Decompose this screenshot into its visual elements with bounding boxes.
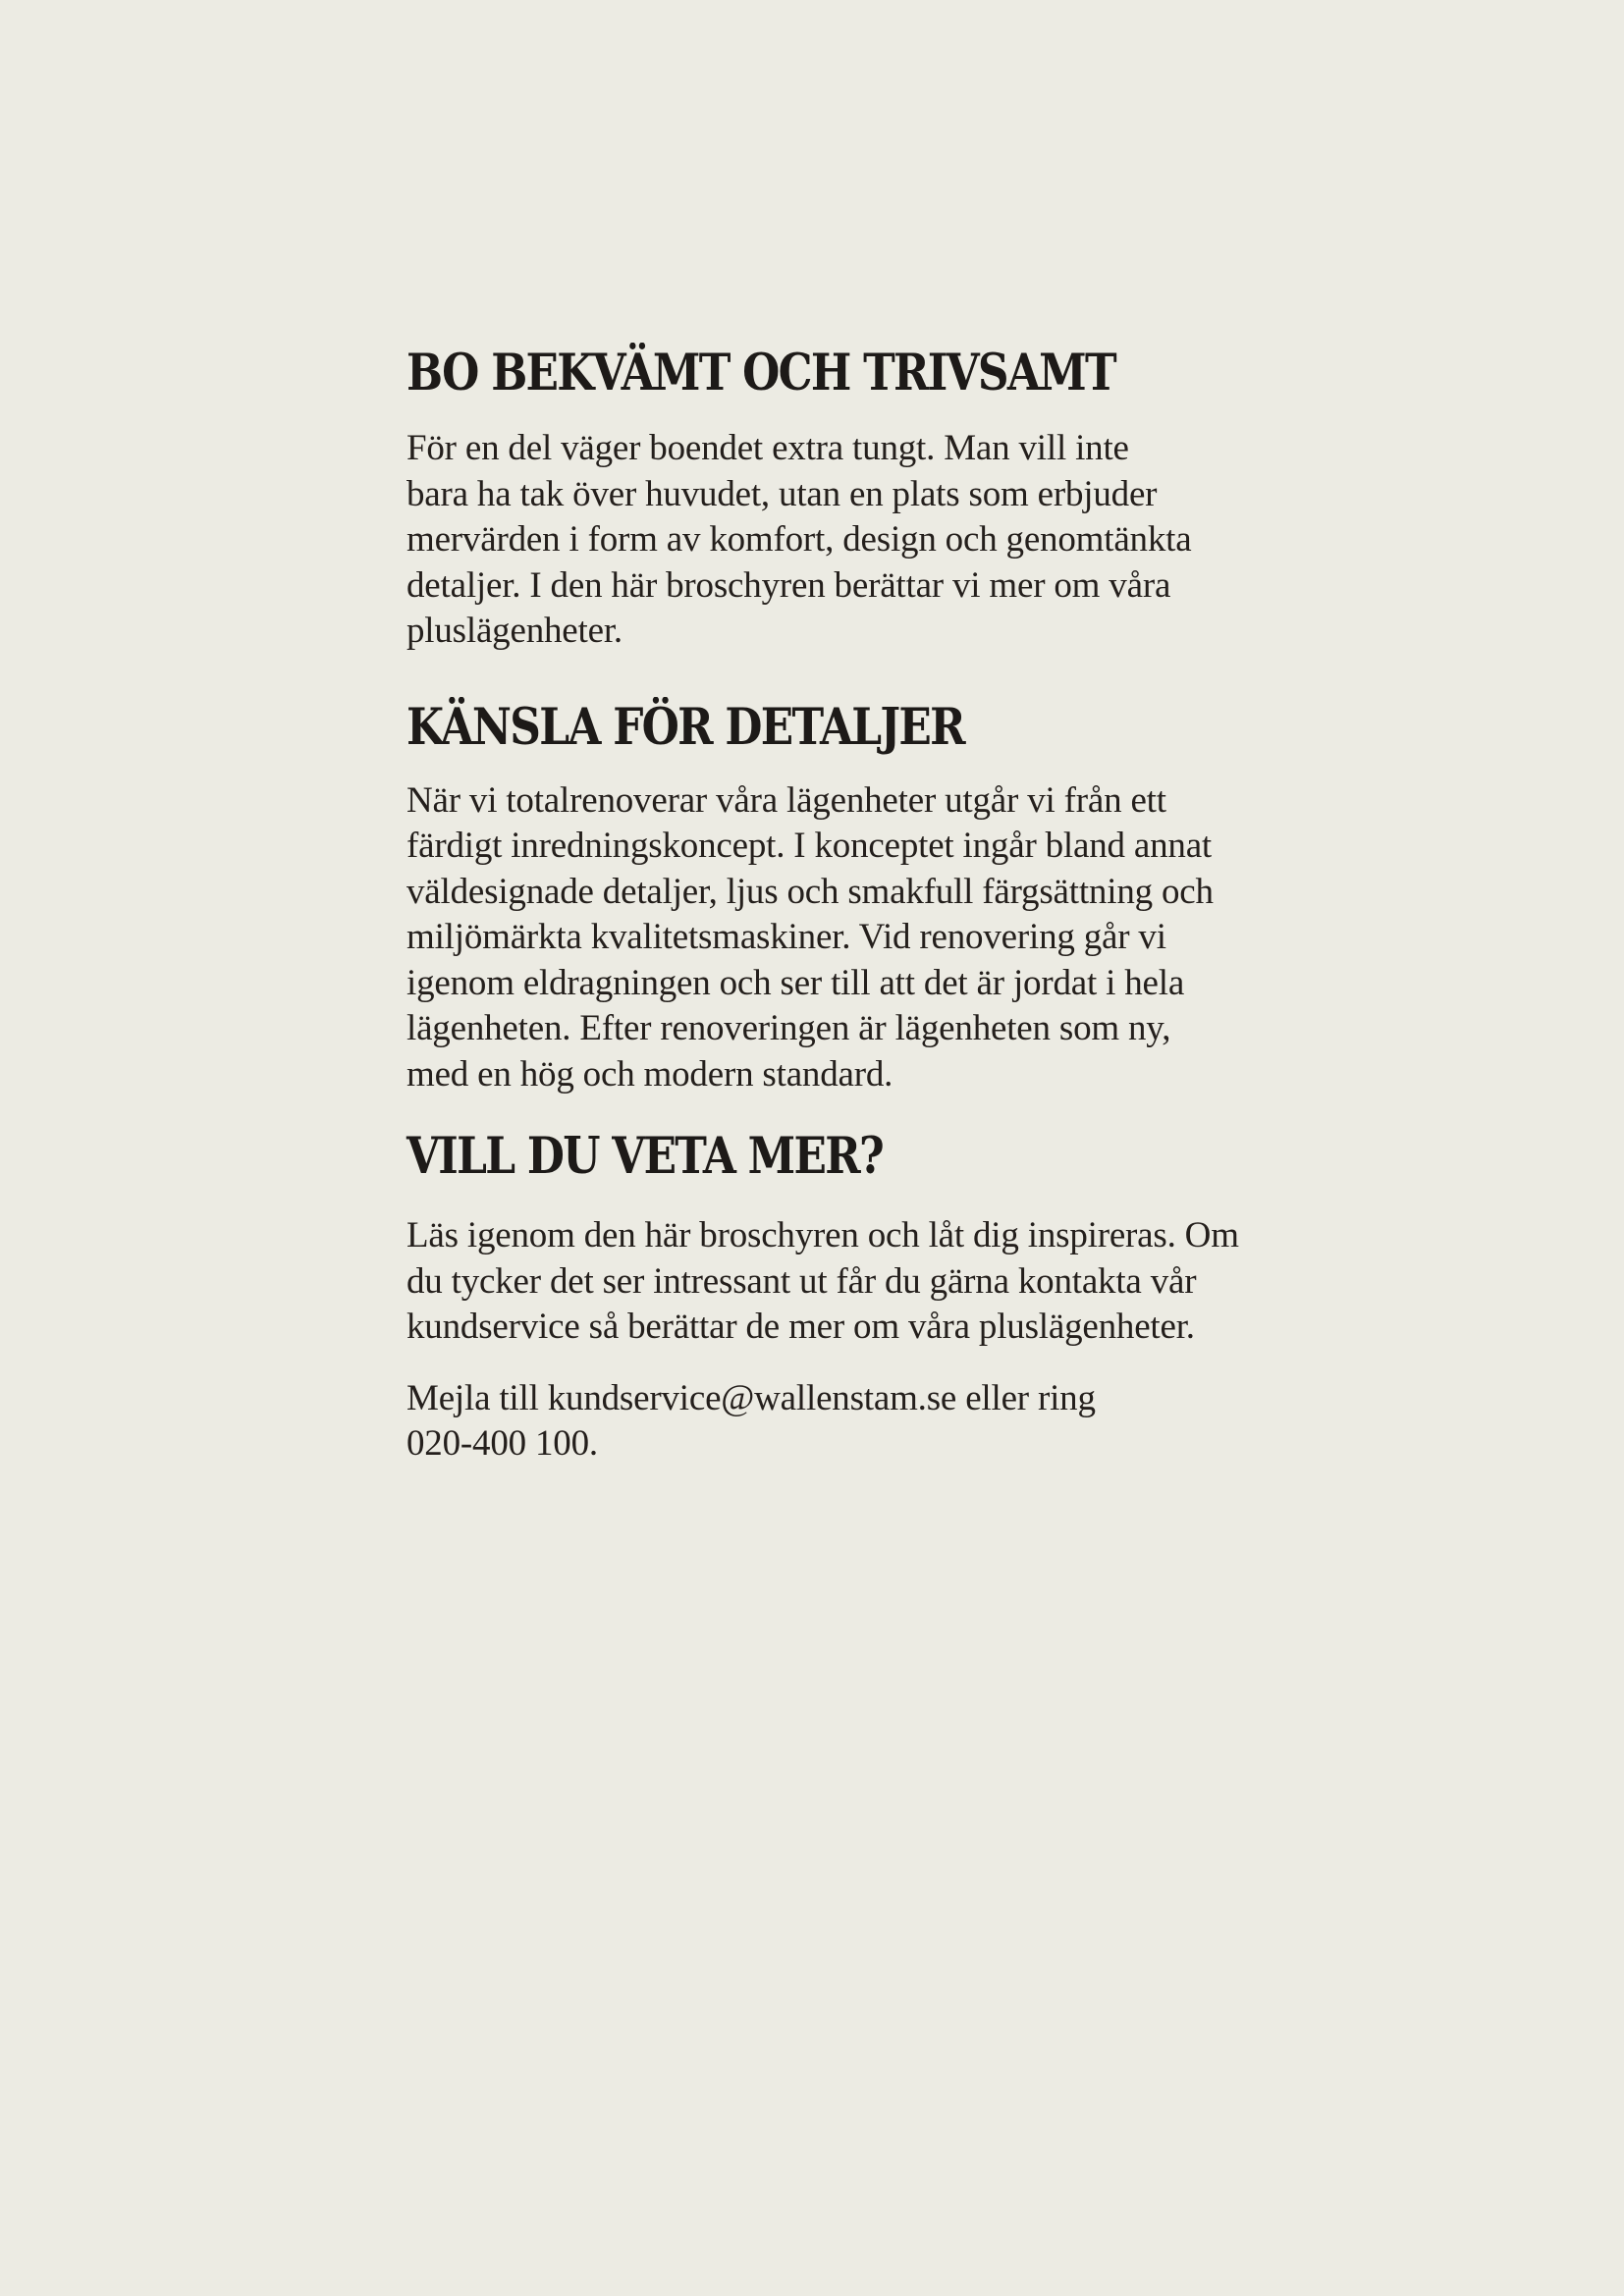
paragraph-line: bara ha tak över huvudet, utan en plats som erbjuder — [406, 473, 1158, 514]
paragraph-line: pluslägenheter. — [406, 611, 623, 651]
heading-comfort: BO BEKVÄMT OCH TRIVSAMT — [406, 344, 1115, 402]
paragraph-comfort — [406, 426, 1290, 655]
heading-details: KÄNSLA FÖR DETALJER — [406, 697, 964, 757]
paragraph-line: miljömärkta kvalitetsmaskiner. Vid renovering går vi — [406, 917, 1166, 957]
heading-more-info: VILL DU VETA MER? — [406, 1127, 883, 1186]
paragraph-line: färdigt inredningskoncept. I konceptet ingår bland annat — [406, 826, 1212, 866]
contact-line: Mejla till kundservice@wallenstam.se eller ring — [406, 1377, 1096, 1418]
paragraph-line: lägenheten. Efter renoveringen är lägenheten som ny, — [406, 1008, 1171, 1048]
paragraph-line: mervärden i form av komfort, design och genomtänkta — [406, 519, 1192, 560]
contact-phone-line: 020-400 100. — [406, 1423, 598, 1464]
paragraph-line: väldesignade detaljer, ljus och smakfull färgsättning och — [406, 871, 1214, 912]
paragraph-line: För en del väger boendet extra tungt. Man vill inte — [406, 428, 1129, 468]
paragraph-line: kundservice så berättar de mer om våra pluslägenheter. — [406, 1307, 1195, 1347]
paragraph-line: igenom eldragningen och ser till att det är jordat i hela — [406, 962, 1185, 1003]
paragraph-line: med en hög och modern standard. — [406, 1053, 893, 1095]
paragraph-details — [406, 778, 1290, 1098]
paragraph-more-info — [406, 1213, 1290, 1351]
paragraph-contact — [406, 1376, 1290, 1468]
text-column — [406, 344, 1290, 1468]
paragraph-line: du tycker det ser intressant ut får du gärna kontakta vår — [406, 1260, 1197, 1302]
paragraph-line: När vi totalrenoverar våra lägenheter utgår vi från ett — [406, 779, 1166, 821]
paragraph-line: Läs igenom den här broschyren och låt dig inspireras. Om — [406, 1215, 1239, 1255]
paragraph-line: detaljer. I den här broschyren berättar vi mer om våra — [406, 564, 1171, 606]
